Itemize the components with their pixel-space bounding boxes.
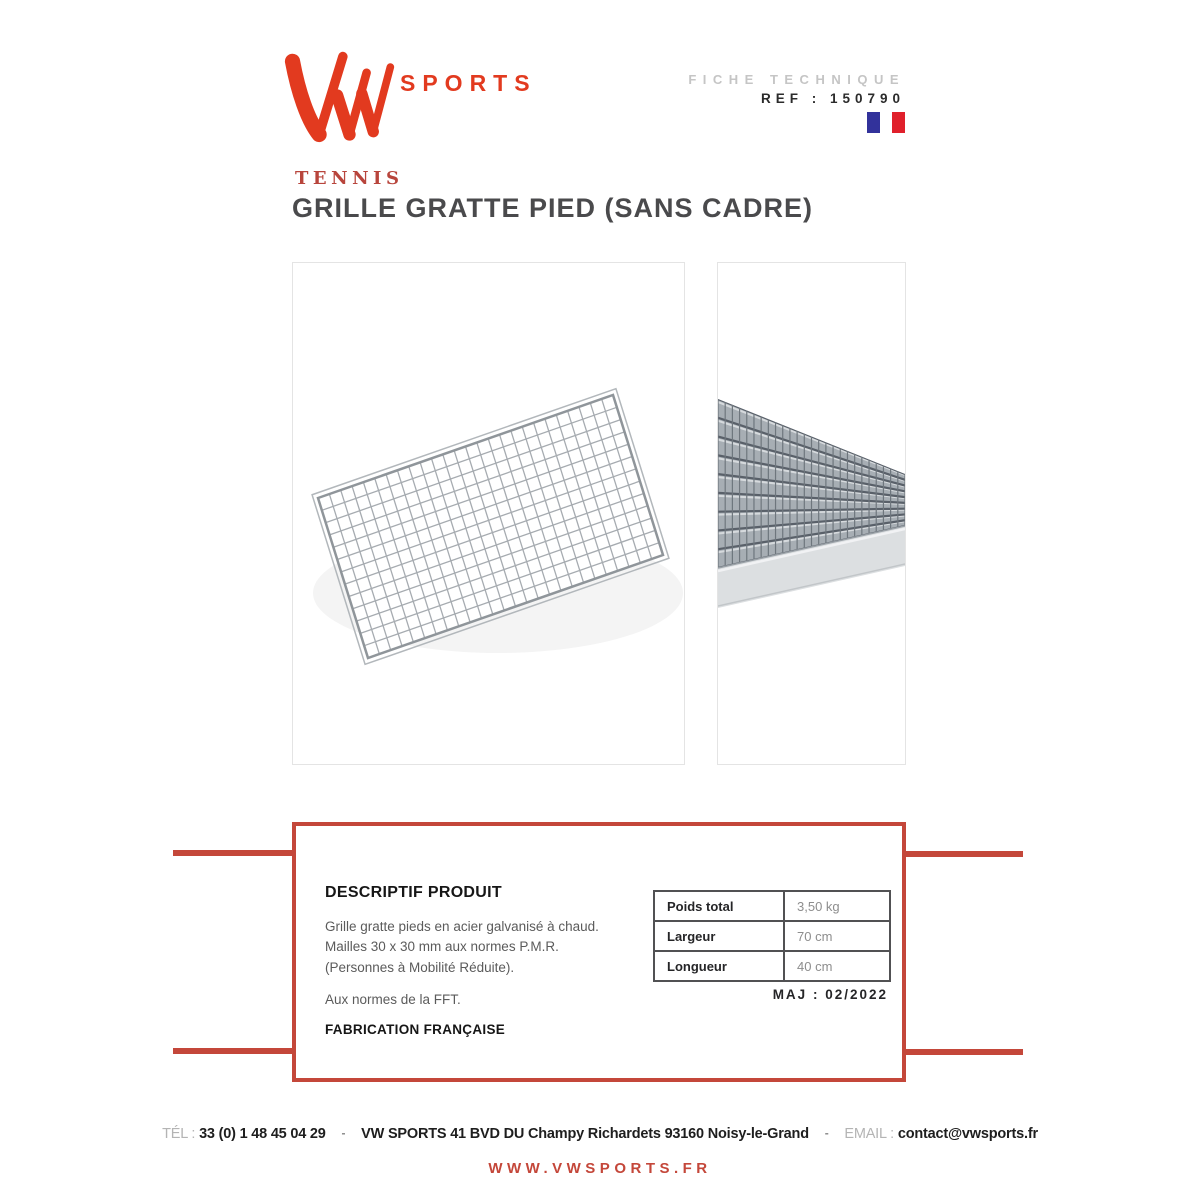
spec-value: 70 cm bbox=[784, 921, 890, 951]
doc-type-label: FICHE TECHNIQUE bbox=[688, 72, 905, 87]
descriptif-line: (Personnes à Mobilité Réduite). bbox=[325, 959, 515, 975]
table-row bbox=[654, 891, 890, 921]
descriptif-line: Grille gratte pieds en acier galvanisé à chaud. bbox=[325, 919, 599, 934]
france-flag-icon bbox=[867, 112, 905, 133]
tel-label: TÉL : bbox=[162, 1126, 196, 1142]
tel-number: 33 (0) 1 48 45 04 29 bbox=[199, 1126, 326, 1142]
product-image-detail bbox=[717, 262, 906, 765]
footer-contact-line bbox=[0, 1126, 1200, 1142]
table-row bbox=[654, 951, 890, 981]
page-title: GRILLE GRATTE PIED (SANS CADRE) bbox=[292, 193, 814, 223]
spec-table bbox=[653, 890, 891, 982]
descriptif-column bbox=[325, 884, 635, 1037]
header-right bbox=[688, 72, 905, 138]
descriptif-text bbox=[325, 917, 635, 978]
descriptif-note: Aux normes de la FFT. bbox=[325, 991, 461, 1007]
spec-label: Poids total bbox=[654, 891, 784, 921]
logo-sports-label: SPORTS bbox=[400, 70, 537, 96]
spec-label: Largeur bbox=[654, 921, 784, 951]
decorative-bar bbox=[906, 1049, 1023, 1055]
spec-value: 40 cm bbox=[784, 951, 890, 981]
website-link[interactable]: WWW.VWSPORTS.FR bbox=[488, 1160, 712, 1177]
email-link[interactable]: contact@vwsports.fr bbox=[897, 1126, 1038, 1142]
address-text: VW SPORTS 41 BVD DU Champy Richardets 93160 Noisy-le-Grand bbox=[361, 1126, 809, 1142]
table-row bbox=[654, 921, 890, 951]
decorative-bar bbox=[173, 1048, 292, 1054]
spec-value: 3,50 kg bbox=[784, 891, 890, 921]
product-image-main bbox=[292, 262, 685, 765]
updated-date: MAJ : 02/2022 bbox=[772, 987, 888, 1002]
email-label: EMAIL : bbox=[844, 1126, 894, 1142]
vw-logo-icon bbox=[283, 44, 397, 148]
made-in-label: FABRICATION FRANÇAISE bbox=[325, 1021, 506, 1037]
separator-dash: - bbox=[824, 1126, 829, 1140]
descriptif-heading: DESCRIPTIF PRODUIT bbox=[325, 884, 502, 901]
decorative-bar bbox=[173, 850, 292, 856]
spec-label: Longueur bbox=[654, 951, 784, 981]
doc-ref: REF : 150790 bbox=[760, 91, 905, 106]
separator-dash: - bbox=[341, 1126, 346, 1140]
decorative-bar bbox=[906, 851, 1023, 857]
descriptif-line: Mailles 30 x 30 mm aux normes P.M.R. bbox=[325, 939, 559, 955]
category-label: TENNIS bbox=[295, 168, 404, 189]
